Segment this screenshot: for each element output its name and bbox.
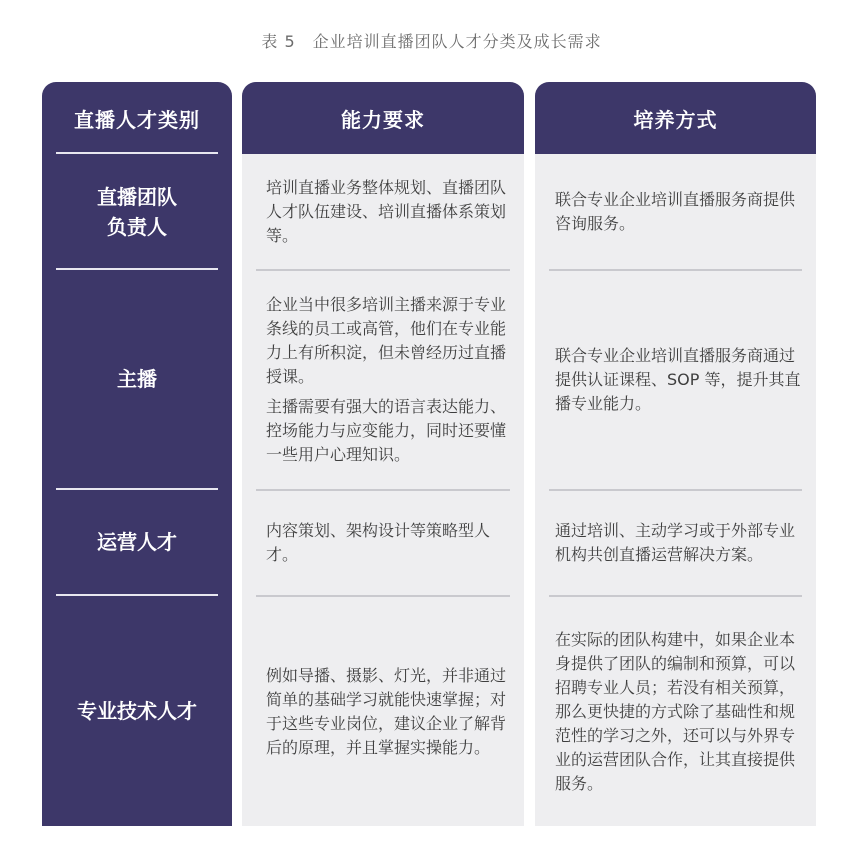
ability-text: 例如导播、摄影、灯光，并非通过简单的基础学习就能快速掌握；对于这些专业岗位，建议企业了解背后的原理，并且掌握实操能力。 (266, 665, 507, 757)
training-cell (555, 491, 801, 595)
ability-column (242, 82, 524, 826)
category-label: 负责人 (107, 215, 167, 239)
category-header: 直播人才类别 (74, 107, 200, 132)
category-label: 主播 (117, 367, 157, 391)
ability-text: 企业当中很多培训主播来源于专业条线的员工或高管，他们在专业能力上有所积淀，但未曾经历过直播授课。 (266, 295, 507, 386)
training-text: 联合专业企业培训直播服务商提供咨询服务。 (555, 190, 796, 233)
ability-cell (266, 597, 510, 826)
category-label: 专业技术人才 (77, 699, 197, 723)
category-cell (42, 596, 232, 826)
ability-header: 能力要求 (242, 82, 524, 154)
training-cell (555, 271, 801, 489)
ability-text: 内容策划、架构设计等策略型人才。 (266, 521, 491, 564)
category-cell (42, 270, 232, 488)
training-cell (555, 156, 801, 268)
training-cell (555, 597, 801, 826)
training-column (535, 82, 816, 826)
ability-cell (266, 271, 510, 489)
table-caption: 表 5 企业培训直播团队人才分类及成长需求 (261, 32, 602, 51)
category-label: 运营人才 (97, 530, 177, 554)
divider (56, 152, 218, 154)
training-header: 培养方式 (535, 82, 816, 154)
ability-text: 主播需要有强大的语言表达能力、控场能力与应变能力，同时还要懂一些用户心理知识。 (266, 397, 507, 464)
category-cell (42, 490, 232, 594)
category-column (42, 82, 232, 826)
training-text: 联合专业企业培训直播服务商通过提供认证课程、SOP 等，提升其直播专业能力。 (555, 346, 801, 413)
training-text: 通过培训、主动学习或于外部专业机构共创直播运营解决方案。 (555, 521, 796, 564)
ability-text: 培训直播业务整体规划、直播团队人才队伍建设、培训直播体系策划等。 (266, 178, 507, 245)
ability-cell (266, 156, 510, 268)
ability-cell (266, 491, 510, 595)
training-text: 在实际的团队构建中，如果企业本身提供了团队的编制和预算，可以招聘专业人员；若没有相关预算，那么更快捷的方式除了基础性和规范性的学习之外，还可以与外界专业的运营团队合作，让其直接提供服务。 (555, 629, 796, 793)
category-label: 直播团队 (97, 185, 177, 209)
category-cell (42, 156, 232, 268)
